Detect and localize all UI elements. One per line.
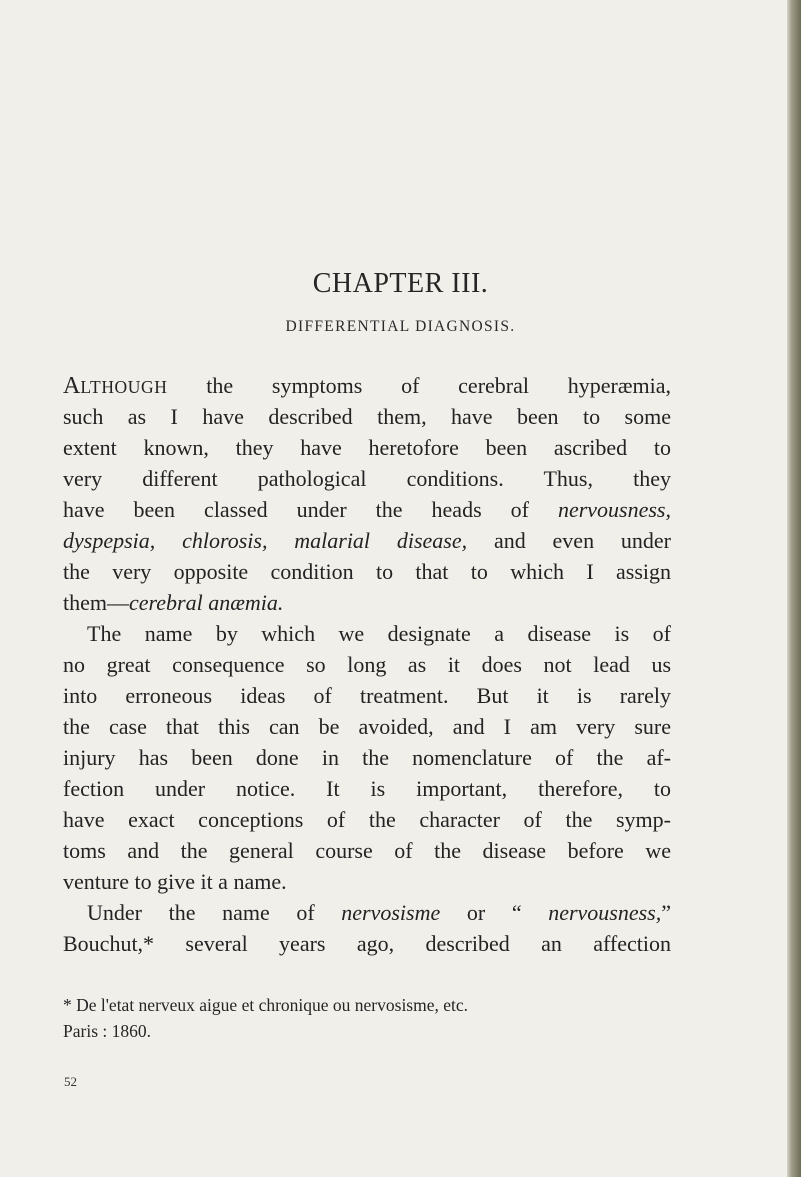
text-line: have been classed under the heads of nervousness, bbox=[63, 497, 671, 522]
text-line: fection under notice. It is important, therefore, to bbox=[63, 776, 671, 801]
text-line: such as I have described them, have been to some bbox=[63, 404, 671, 429]
text-line: The name by which we designate a disease is of bbox=[87, 621, 671, 646]
text-line: very different pathological conditions. Thus, they bbox=[63, 466, 671, 491]
text-line: injury has been done in the nomenclature of the af- bbox=[63, 745, 671, 770]
text-line: have exact conceptions of the character of the symp- bbox=[63, 807, 671, 832]
page-number: 52 bbox=[64, 1074, 77, 1089]
text-line: into erroneous ideas of treatment. But it is rarely bbox=[63, 683, 671, 708]
footnote-line: * De l'etat nerveux aigue et chronique ou nervosisme, etc. bbox=[63, 995, 469, 1015]
page-edge bbox=[787, 0, 801, 1177]
chapter-title: CHAPTER III. bbox=[312, 268, 489, 299]
text-line: venture to give it a name. bbox=[63, 869, 287, 894]
text-line: the very opposite condition to that to which I assign bbox=[63, 559, 671, 584]
text-line: no great consequence so long as it does not lead us bbox=[63, 652, 671, 677]
footnote-line: Paris : 1860. bbox=[63, 1021, 151, 1041]
text-line: Under the name of nervosisme or “ nervousness,” bbox=[87, 900, 672, 925]
text-line: them—cerebral anæmia. bbox=[63, 590, 284, 615]
text-line: dyspepsia, chlorosis, malarial disease, and even under bbox=[63, 528, 671, 553]
text-line: the case that this can be avoided, and I am very sure bbox=[63, 714, 671, 739]
text-line: Bouchut,* several years ago, described an affection bbox=[63, 931, 671, 956]
section-title: DIFFERENTIAL DIAGNOSIS. bbox=[285, 318, 516, 335]
text-line: toms and the general course of the disease before we bbox=[63, 838, 671, 863]
text-line: ALTHOUGH the symptoms of cerebral hyperæmia, bbox=[63, 373, 671, 399]
text-line: extent known, they have heretofore been ascribed to bbox=[63, 435, 671, 460]
